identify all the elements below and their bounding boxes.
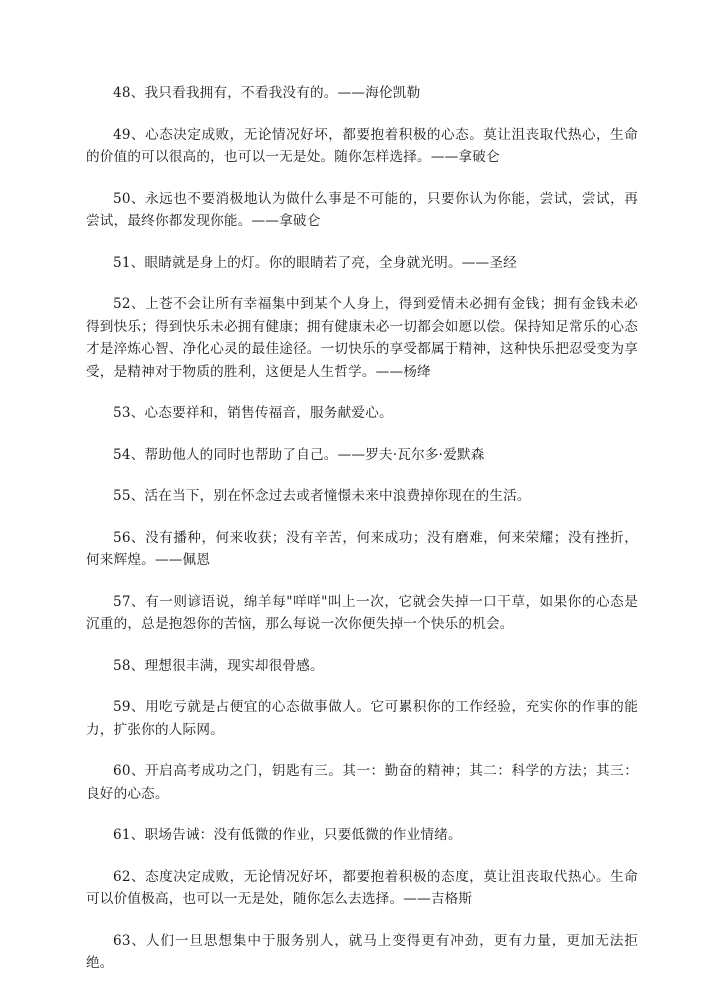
quote-paragraph-63: 63、人们一旦思想集中于服务别人，就马上变得更有冲劲，更有力量，更加无法拒绝。	[86, 932, 638, 971]
quote-paragraph-56: 56、没有播种，何来收获；没有辛苦，何来成功；没有磨难，何来荣耀；没有挫折，何来辉煌。——佩恩	[86, 529, 638, 568]
document-body	[86, 82, 638, 994]
quote-paragraph-50: 50、永远也不要消极地认为做什么事是不可能的，只要你认为你能，尝试，尝试，再尝试，最终你都发现你能。——拿破仑	[86, 190, 638, 229]
quote-paragraph-54: 54、帮助他人的同时也帮助了自己。——罗夫·瓦尔多·爱默森	[113, 446, 485, 463]
quote-paragraph-58: 58、理想很丰满，现实却很骨感。	[113, 657, 324, 674]
quote-paragraph-52: 52、上苍不会让所有幸福集中到某个人身上，得到爱情未必拥有金钱；拥有金钱未必得到快乐；得到快乐未必拥有健康；拥有健康未必一切都会如愿以偿。保持知足常乐的心态才是淬炼心智、净化心灵的最佳途径。一切快乐的享受都属于精神，这种快乐把忍受变为享受，是精神对于物质的胜利，这便是人生哲学。——杨绛	[86, 296, 638, 380]
quote-paragraph-49: 49、心态决定成败，无论情况好坏，都要抱着积极的心态。莫让沮丧取代热心，生命的价值的可以很高的，也可以一无是处。随你怎样选择。——拿破仑	[86, 126, 638, 165]
quote-paragraph-62: 62、态度决定成败，无论情况好坏，都要抱着积极的态度，莫让沮丧取代热心。生命可以价值极高，也可以一无是处，随你怎么去选择。——吉格斯	[86, 868, 638, 907]
quote-paragraph-61: 61、职场告诫：没有低微的作业，只要低微的作业情绪。	[113, 827, 462, 843]
quote-paragraph-48: 48、我只看我拥有，不看我没有的。——海伦凯勒	[113, 85, 421, 101]
quote-paragraph-60: 60、开启高考成功之门，钥匙有三。其一：勤奋的精神；其二：科学的方法；其三：良好的心态。	[86, 763, 638, 802]
quote-paragraph-51: 51、眼睛就是身上的灯。你的眼睛若了亮，全身就光明。——圣经	[113, 254, 517, 271]
quote-paragraph-53: 53、心态要祥和，销售传福音，服务献爱心。	[113, 405, 393, 421]
quote-paragraph-55: 55、活在当下，别在怀念过去或者憧憬未来中浪费掉你现在的生活。	[113, 488, 531, 504]
quote-paragraph-57: 57、有一则谚语说，绵羊每"咩咩"叫上一次，它就会失掉一口干草，如果你的心态是沉重的，总是抱怨你的苦恼，那么每说一次你便失掉一个快乐的机会。	[86, 593, 638, 632]
quote-paragraph-59: 59、用吃亏就是占便宜的心态做事做人。它可累积你的工作经验，充实你的作事的能力，扩张你的人际网。	[86, 699, 638, 738]
